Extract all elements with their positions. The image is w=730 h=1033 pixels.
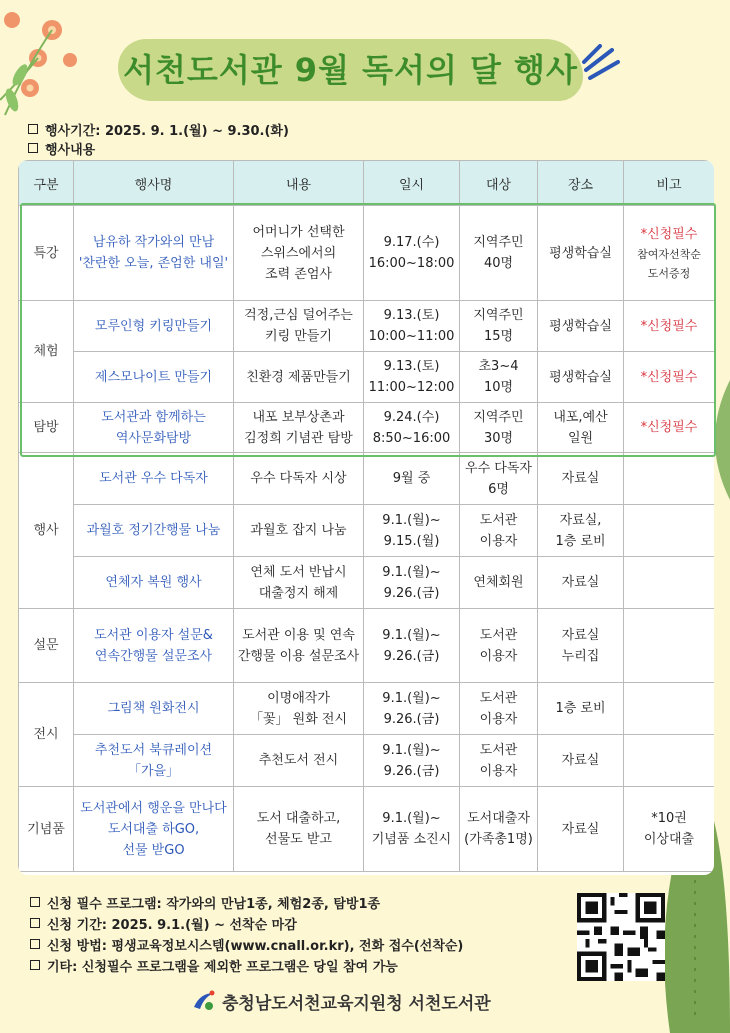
note-cell [624,609,715,683]
place-cell: 1층 로비 [538,683,624,735]
place-cell: 자료실 [538,453,624,505]
event-name-cell: 제스모나이트 만들기 [74,352,234,403]
content-cell: 이명애작가 「꽃」 원화 전시 [234,683,364,735]
datetime-cell: 9.13.(토) 10:00~11:00 [364,301,460,352]
footer-org-name: 충청남도서천교육지원청 서천도서관 [222,994,491,1014]
datetime-cell: 9.1.(월)~ 9.26.(금) [364,557,460,609]
content-cell: 우수 다독자 시상 [234,453,364,505]
datetime-cell: 9.1.(월)~ 9.26.(금) [364,683,460,735]
title-banner [118,35,583,105]
sparkle-icon [582,40,622,80]
header-place: 장소 [538,161,624,206]
bullet-square-icon [30,897,40,907]
event-name-cell: 과월호 정기간행물 나눔 [74,505,234,557]
bullet-square-icon [28,143,38,153]
content-cell: 도서관 이용 및 연속 간행물 이용 설문조사 [234,609,364,683]
target-cell: 도서관 이용자 [460,609,538,683]
datetime-cell: 9월 중 [364,453,460,505]
content-cell: 연체 도서 반납시 대출정지 해제 [234,557,364,609]
note-cell [624,453,715,505]
note-cell [624,403,715,453]
datetime-cell: 9.1.(월)~ 9.15.(월) [364,505,460,557]
bullet-square-icon [28,124,38,134]
table-row [19,735,715,787]
flower-decoration [0,0,110,120]
place-cell: 자료실 [538,735,624,787]
datetime-cell: 9.17.(수) 16:00~18:00 [364,206,460,301]
target-cell: 지역주민 40명 [460,206,538,301]
content-cell: 어머니가 선택한 스위스에서의 조력 존엄사 [234,206,364,301]
required-badge: *신청필수 [640,318,698,334]
category-cell: 특강 [19,206,74,301]
category-cell: 설문 [19,609,74,683]
header-content: 내용 [234,161,364,206]
table-row [19,352,715,403]
place-cell: 자료실 [538,557,624,609]
table-row [19,557,715,609]
table-row [19,787,715,872]
event-name-cell: 연체자 복원 행사 [74,557,234,609]
table-row [19,609,715,683]
event-table [18,160,714,875]
header-target: 대상 [460,161,538,206]
target-cell: 초3~4 10명 [460,352,538,403]
event-period: 행사기간: 2025. 9. 1.(월) ~ 9.30.(화) [28,120,289,139]
category-cell: 전시 [19,683,74,787]
header-datetime: 일시 [364,161,460,206]
datetime-cell: 9.1.(월)~ 9.26.(금) [364,609,460,683]
note-apply-period: 신청 기간: 2025. 9.1.(월) ~ 선착순 마감 [30,914,297,933]
bullet-square-icon [30,918,40,928]
event-name-cell: 모루인형 키링만들기 [74,301,234,352]
place-cell: 자료실 누리집 [538,609,624,683]
note-cell: *신청필수 참여자선착순 도서증정 [624,206,715,301]
datetime-cell: 9.13.(토) 11:00~12:00 [364,352,460,403]
event-name-cell: 추천도서 북큐레이션 「가을」 [74,735,234,787]
content-cell: 친환경 제품만들기 [234,352,364,403]
qr-code[interactable] [577,893,665,981]
education-office-logo-icon [190,987,218,1015]
note-cell [624,352,715,403]
place-cell: 내포,예산 일원 [538,403,624,453]
content-cell: 걱정,근심 덜어주는 키링 만들기 [234,301,364,352]
table-row [19,683,715,735]
place-cell: 평생학습실 [538,301,624,352]
target-cell: 도서관 이용자 [460,505,538,557]
table-row [19,505,715,557]
event-name-cell: 남유하 작가와의 만남 '찬란한 오늘, 존엄한 내일' [74,206,234,301]
note-cell [624,505,715,557]
header-category: 구분 [19,161,74,206]
page-title: 서천도서관 9월 독서의 달 행사 [123,51,578,89]
place-cell: 평생학습실 [538,206,624,301]
table-row [19,206,715,301]
target-cell: 우수 다독자 6명 [460,453,538,505]
event-name-cell: 도서관 이용자 설문& 연속간행물 설문조사 [74,609,234,683]
bullet-square-icon [30,960,40,970]
bullet-square-icon [30,939,40,949]
table-header-row [19,161,715,206]
content-cell: 과월호 잡지 나눔 [234,505,364,557]
note-other: 기타: 신청필수 프로그램을 제외한 프로그램은 당일 참여 가능 [30,956,398,975]
event-contents-label: 행사내용 [28,139,95,158]
note-required-programs: 신청 필수 프로그램: 작가와의 만남1종, 체험2종, 탐방1종 [30,893,380,912]
place-cell: 평생학습실 [538,352,624,403]
footer-logo [190,985,550,1015]
required-badge: *신청필수 [640,226,698,242]
target-cell: 지역주민 15명 [460,301,538,352]
content-cell: 도서 대출하고, 선물도 받고 [234,787,364,872]
target-cell: 연체회원 [460,557,538,609]
datetime-cell: 9.1.(월)~ 9.26.(금) [364,735,460,787]
category-cell: 행사 [19,453,74,609]
note-cell: *10권 이상대출 [624,787,715,872]
note-cell [624,735,715,787]
note-apply-method: 신청 방법: 평생교육정보시스템(www.cnall.or.kr), 전화 접수(선착순) [30,935,463,954]
event-name-cell: 도서관 우수 다독자 [74,453,234,505]
datetime-cell: 9.24.(수) 8:50~16:00 [364,403,460,453]
target-cell: 도서관 이용자 [460,683,538,735]
category-cell: 탐방 [19,403,74,453]
category-cell: 체험 [19,301,74,403]
target-cell: 지역주민 30명 [460,403,538,453]
table-row [19,403,715,453]
content-cell: 내포 보부상촌과 김정희 기념관 탐방 [234,403,364,453]
category-cell: 기념품 [19,787,74,872]
content-cell: 추천도서 전시 [234,735,364,787]
table-row [19,301,715,352]
header-note: 비고 [624,161,715,206]
required-badge: *신청필수 [640,420,698,435]
event-name-cell: 도서관에서 행운을 만나다 도서대출 하GO, 선물 받GO [74,787,234,872]
target-cell: 도서대출자 (가족총1명) [460,787,538,872]
note-cell [624,301,715,352]
place-cell: 자료실 [538,787,624,872]
note-cell [624,683,715,735]
event-name-cell: 그림책 원화전시 [74,683,234,735]
note-cell [624,557,715,609]
place-cell: 자료실, 1층 로비 [538,505,624,557]
table-row [19,453,715,505]
datetime-cell: 9.1.(월)~ 기념품 소진시 [364,787,460,872]
header-event-name: 행사명 [74,161,234,206]
target-cell: 도서관 이용자 [460,735,538,787]
event-name-cell: 도서관과 함께하는 역사문화탐방 [74,403,234,453]
required-badge: *신청필수 [640,369,698,385]
